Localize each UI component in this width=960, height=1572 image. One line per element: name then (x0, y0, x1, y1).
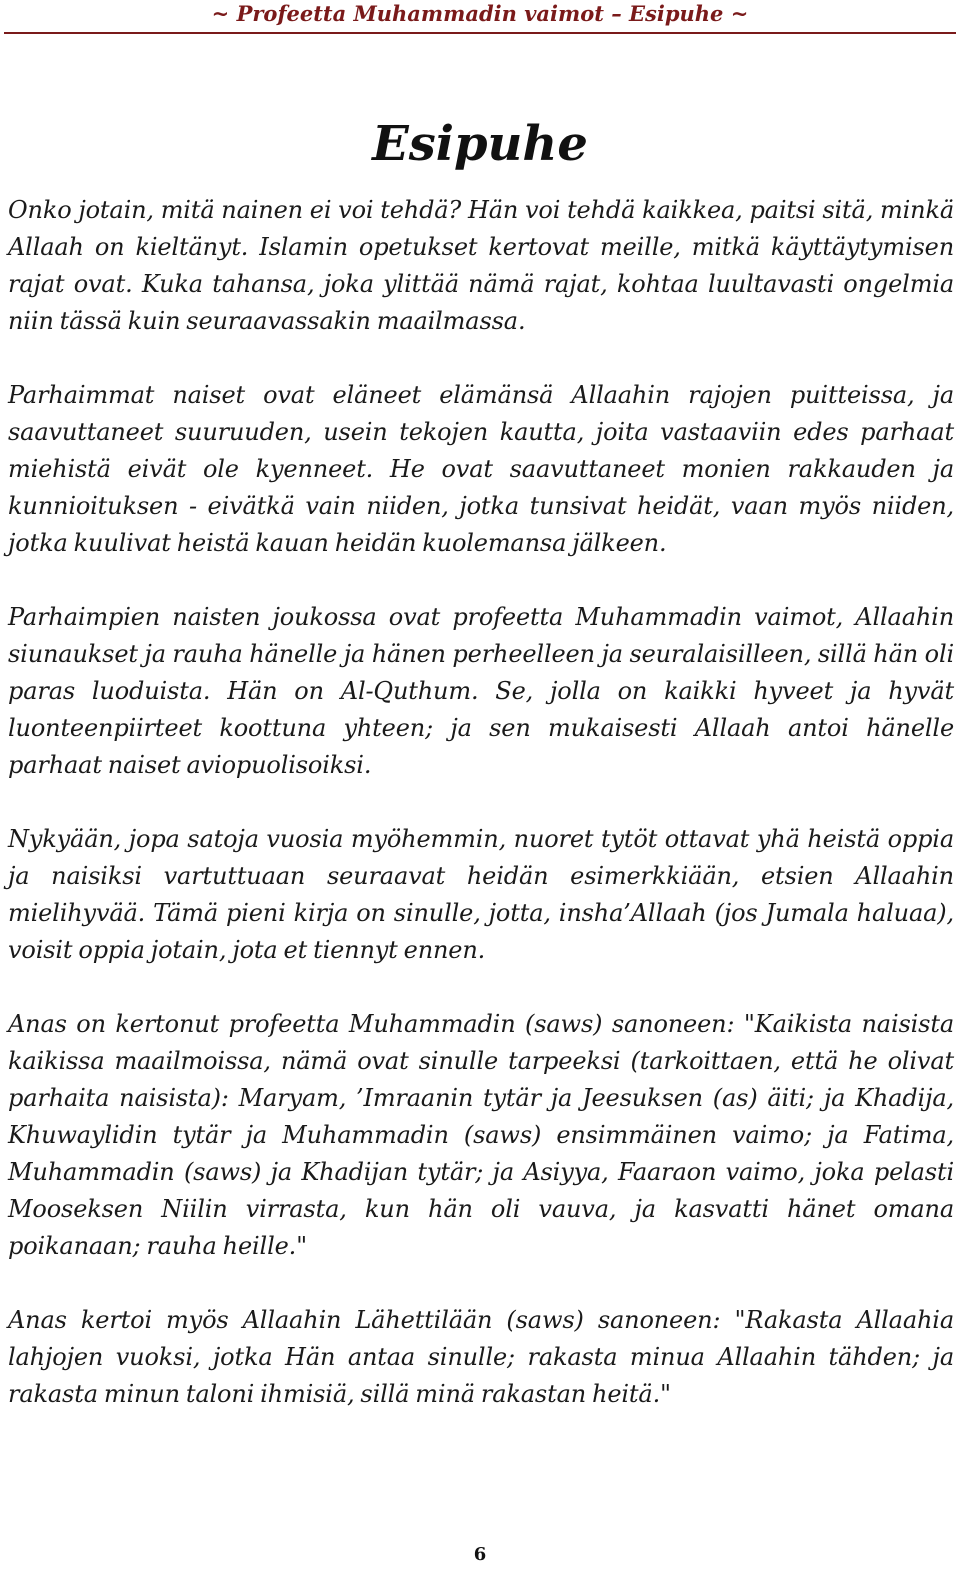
paragraph-3: Parhaimpien naisten joukossa ovat profeetta Muhammadin vaimot, Allaahin siunaukset ja rauha hänelle ja hänen perheelleen ja seuralaisilleen, sillä hän oli paras luoduista. Hän on Al-Quthum. Se, jolla on kaikki hyveet ja hyvät luonteenpiirteet koottuna yhteen; ja sen mukaisesti Allaah antoi hänelle parhaat naiset aviopuolisoiksi. (8, 603, 954, 779)
running-header: ~ Profeetta Muhammadin vaimot – Esipuhe ~ (211, 1, 749, 26)
paragraph-6: Anas kertoi myös Allaahin Lähettilään (saws) sanoneen: "Rakasta Allaahia lahjojen vuoksi, jotka Hän antaa sinulle; rakasta minua Allaahin tähden; ja rakasta minun taloni ihmisiä, sillä minä rakastan heitä." (8, 1306, 954, 1408)
body-text (8, 192, 954, 1450)
paragraph-4: Nykyään, jopa satoja vuosia myöhemmin, nuoret tytöt ottavat yhä heistä oppia ja naisiksi vartuttuaan seuraavat heidän esimerkkiään, etsien Allaahin mielihyvää. Tämä pieni kirja on sinulle, jotta, insha’Allaah (jos Jumala haluaa), voisit oppia jotain, jota et tiennyt ennen. (8, 825, 954, 964)
paragraph-5: Anas on kertonut profeetta Muhammadin (saws) sanoneen: "Kaikista naisista kaikissa maailmoissa, nämä ovat sinulle tarpeeksi (tarkoittaen, että he olivat parhaita naisista): Maryam, ’Imraanin tytär ja Jeesuksen (as) äiti; ja Khadija, Khuwaylidin tytär ja Muhammadin (saws) ensimmäinen vaimo; ja Fatima, Muhammadin (saws) ja Khadijan tytär; ja Asiyya, Faaraon vaimo, joka pelasti Mooseksen Niilin virrasta, kun hän oli vauva, ja kasvatti hänet omana poikanaan; rauha heille." (8, 1010, 954, 1260)
page-number: 6 (473, 1544, 487, 1565)
paragraph-2: Parhaimmat naiset ovat eläneet elämänsä Allaahin rajojen puitteissa, ja saavuttaneet suuruuden, usein tekojen kautta, joita vastaaviin edes parhaat miehistä eivät ole kyenneet. He ovat saavuttaneet monien rakkauden ja kunnioituksen - eivätkä vain niiden, jotka tunsivat heidät, vaan myös niiden, jotka kuulivat heistä kauan heidän kuolemansa jälkeen. (8, 381, 954, 557)
paragraph-1: Onko jotain, mitä nainen ei voi tehdä? Hän voi tehdä kaikkea, paitsi sitä, minkä Allaah on kieltänyt. Islamin opetukset kertovat meille, mitkä käyttäytymisen rajat ovat. Kuka tahansa, joka ylittää nämä rajat, kohtaa luultavasti ongelmia niin tässä kuin seuraavassakin maailmassa. (8, 196, 954, 335)
page-title: Esipuhe (372, 116, 588, 173)
header-rule (4, 32, 956, 34)
